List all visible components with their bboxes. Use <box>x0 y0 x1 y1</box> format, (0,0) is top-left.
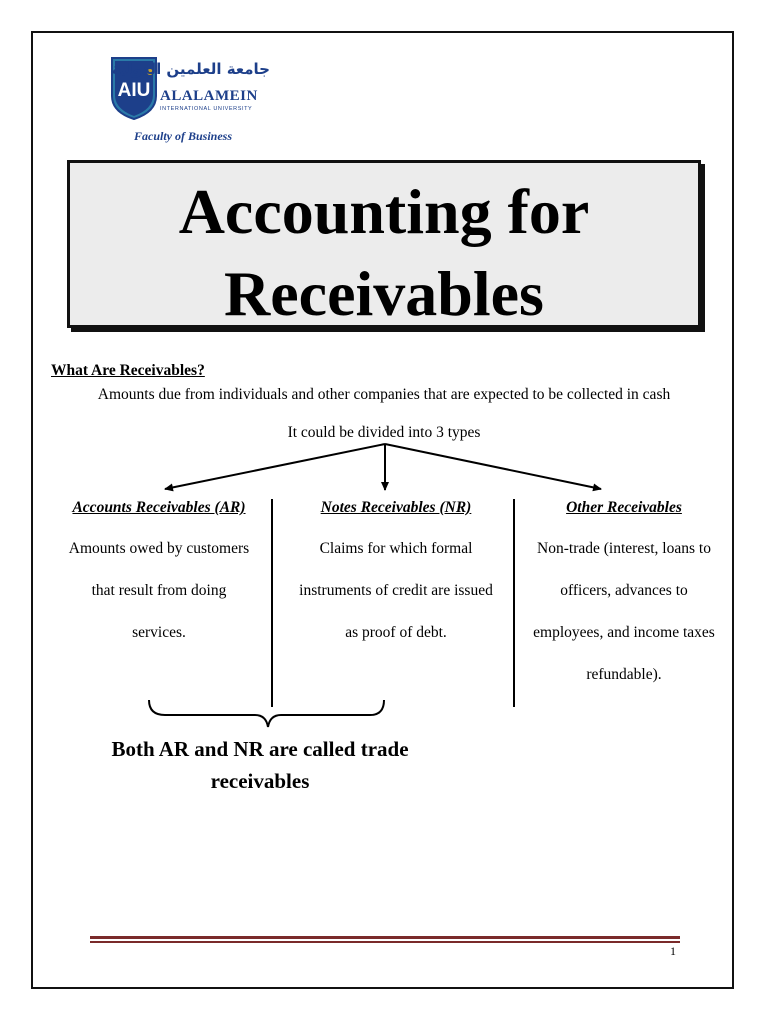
type-description-line: that result from doing <box>91 582 227 599</box>
type-heading-nr: Notes Receivables (NR) <box>320 499 472 516</box>
trade-note-line-2: receivables <box>210 769 310 793</box>
type-description-line: refundable). <box>586 666 662 683</box>
logo-badge-text: AIU <box>117 80 151 101</box>
type-heading-ar: Accounts Receivables (AR) <box>72 499 246 516</box>
type-description-line: Non-trade (interest, loans to <box>537 540 711 557</box>
type-description-line: services. <box>132 624 186 641</box>
type-heading-other: Other Receivables <box>566 499 682 516</box>
receivables-definition: Amounts due from individuals and other companies that are expected to be collected in cash <box>97 386 671 403</box>
logo-university-name: ALALAMEIN <box>160 88 258 104</box>
logo-faculty-name: Faculty of Business <box>134 129 233 143</box>
type-description-line: Amounts owed by customers <box>68 540 250 557</box>
footer-rule <box>90 941 680 943</box>
trade-note-line-1: Both AR and NR are called trade <box>111 737 409 761</box>
section-heading: What Are Receivables? <box>51 362 205 379</box>
footer-rule <box>90 936 680 939</box>
type-description-line: Claims for which formal <box>319 540 473 557</box>
types-intro: It could be divided into 3 types <box>287 424 481 441</box>
title-box <box>67 160 701 328</box>
type-description-nr <box>280 528 512 654</box>
trade-receivables-note <box>60 733 460 797</box>
type-description-line: officers, advances to <box>560 582 688 599</box>
type-description-ar <box>44 528 274 654</box>
type-description-line: as proof of debt. <box>345 624 447 641</box>
logo-arabic-name: جامعة العلمين الدولية <box>111 60 270 78</box>
type-description-line: employees, and income taxes <box>533 624 715 641</box>
page-number: 1 <box>670 944 676 958</box>
type-description-other <box>512 528 736 696</box>
page-title-line-1: Accounting for <box>178 176 590 247</box>
logo-university-subtitle: INTERNATIONAL UNIVERSITY <box>160 106 253 112</box>
type-description-line: instruments of credit are issued <box>299 582 493 599</box>
page-title-line-2: Receivables <box>224 258 544 329</box>
